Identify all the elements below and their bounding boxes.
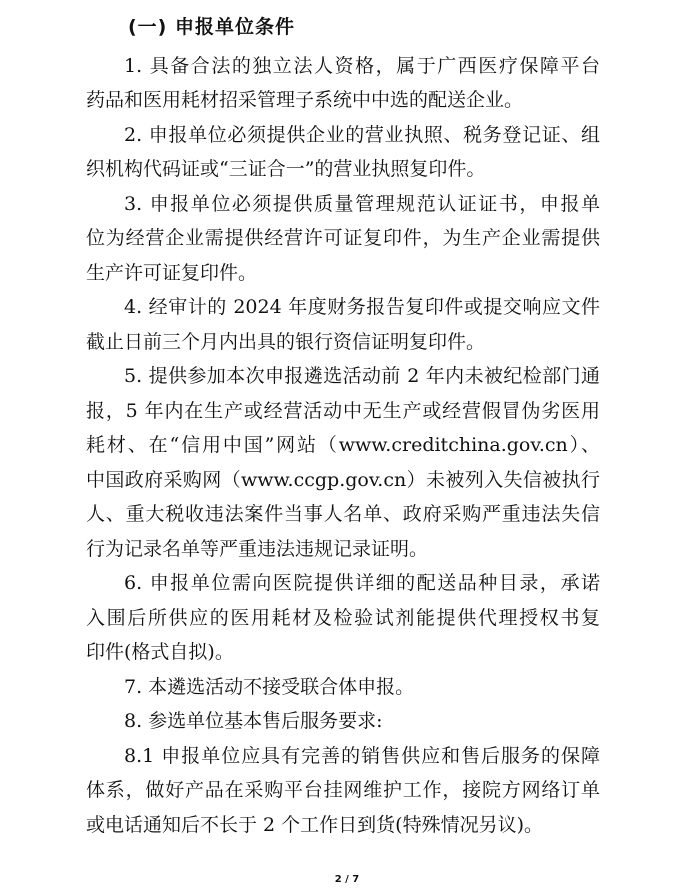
item-6-line-2: 入围后所供应的医用耗材及检验试剂能提供代理授权书复 — [86, 607, 600, 629]
item-3-line-1: 3. 申报单位必须提供质量管理规范认证证书，申报单 — [124, 193, 600, 215]
item-5-line-4: 中国政府采购网（www.ccgp.gov.cn）未被列入失信被执行 — [86, 469, 600, 491]
item-3-line-2: 位为经营企业需提供经营许可证复印件，为生产企业需提供 — [86, 227, 600, 249]
item-5-line-1: 5. 提供参加本次申报遴选活动前 2 年内未被纪检部门通 — [124, 365, 600, 387]
item-6-line-1: 6. 申报单位需向医院提供详细的配送品种目录，承诺 — [124, 572, 600, 594]
item-5-line-6: 行为记录名单等严重违法违规记录证明。 — [86, 538, 429, 560]
item-3-line-3: 生产许可证复印件。 — [86, 262, 258, 284]
item-8-1-line-1: 8.1 申报单位应具有完善的销售供应和售后服务的保障 — [124, 745, 600, 767]
section-heading: (一) 申报单位条件 — [128, 16, 295, 38]
item-2-line-2: 织机构代码证或“三证合一”的营业执照复印件。 — [86, 158, 486, 180]
item-1-line-2: 药品和医用耗材招采管理子系统中中选的配送企业。 — [86, 89, 524, 111]
item-1-line-1: 1. 具备合法的独立法人资格，属于广西医疗保障平台 — [124, 55, 600, 77]
item-7-line-1: 7. 本遴选活动不接受联合体申报。 — [124, 676, 415, 698]
item-5-line-3: 耗材、在“信用中国”网站（www.creditchina.gov.cn）、 — [86, 434, 600, 456]
item-8-1-line-3: 或电话通知后不长于 2 个工作日到货(特殊情况另议)。 — [86, 814, 543, 836]
page-number: 2 / 7 — [334, 874, 360, 885]
item-6-line-3: 印件(格式自拟)。 — [86, 641, 234, 663]
item-4-line-2: 截止日前三个月内出具的银行资信证明复印件。 — [86, 331, 486, 353]
item-8-line-1: 8. 参选单位基本售后服务要求: — [124, 710, 383, 732]
item-5-line-2: 报，5 年内在生产或经营活动中无生产或经营假冒伪劣医用 — [86, 400, 600, 422]
item-2-line-1: 2. 申报单位必须提供企业的营业执照、税务登记证、组 — [124, 124, 600, 146]
item-5-line-5: 人、重大税收违法案件当事人名单、政府采购严重违法失信 — [86, 503, 600, 525]
item-8-1-line-2: 体系，做好产品在采购平台挂网维护工作，接院方网络订单 — [86, 779, 600, 801]
item-4-line-1: 4. 经审计的 2024 年度财务报告复印件或提交响应文件 — [124, 296, 600, 318]
